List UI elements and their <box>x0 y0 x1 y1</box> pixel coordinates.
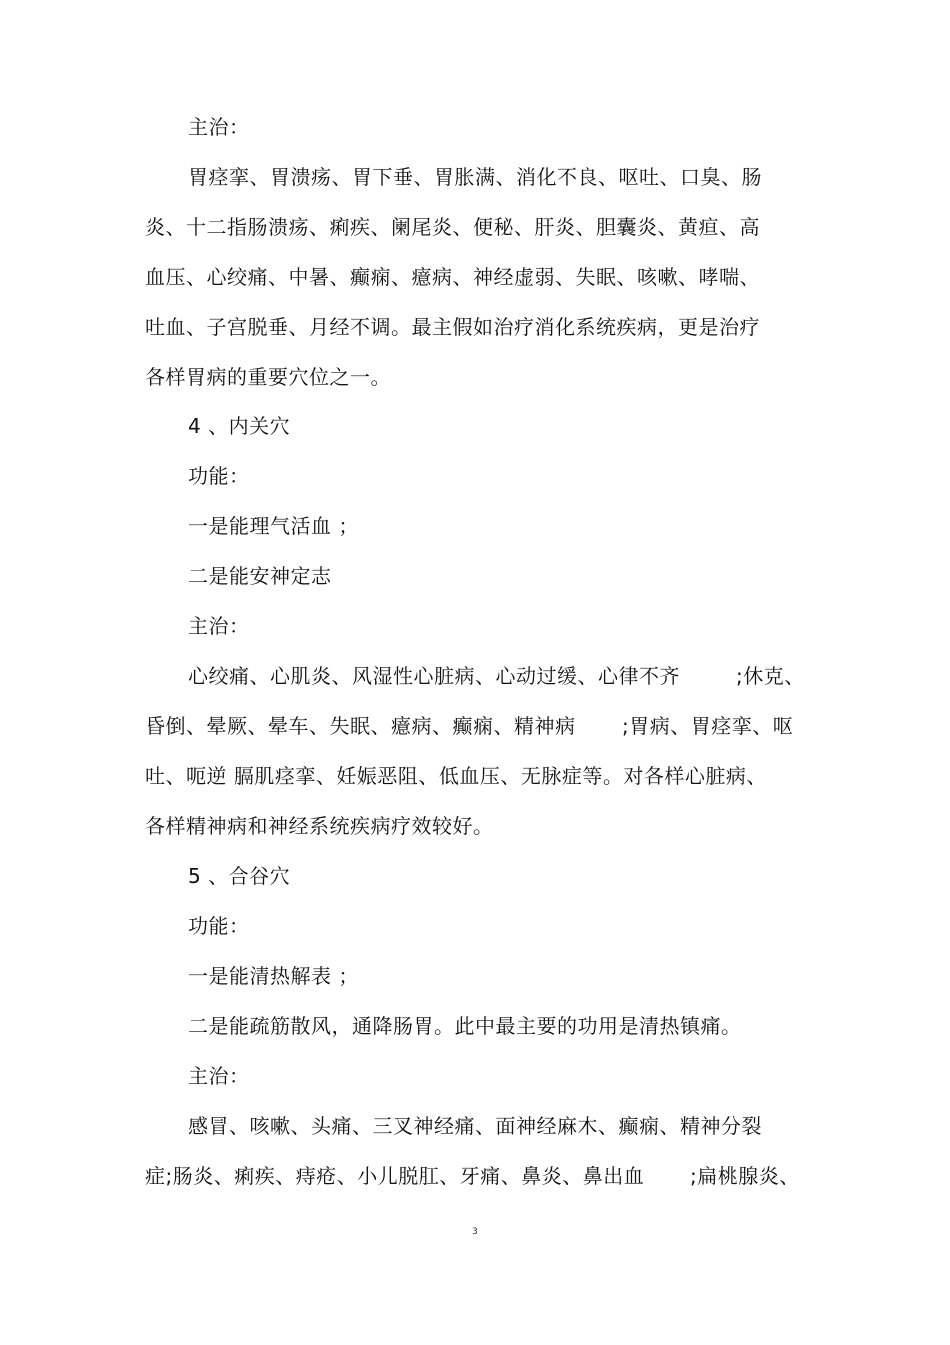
heading-zhuzhi-1: 主治： <box>188 115 250 139</box>
heading-gongneng-2: 功能： <box>188 914 250 938</box>
function-item: 二是能疏筋散风，通降肠胃。此中最主要的功用是清热镇痛。 <box>188 1014 742 1038</box>
function-item: 一是能理气活血 ； <box>188 514 359 538</box>
paragraph-line: 各样精神病和神经系统疾病疗效较好。 <box>145 814 494 838</box>
paragraph-line-fragment: ;胃病、胃痉挛、呕 <box>622 714 794 738</box>
section-heading-hegu: 5 、合谷穴 <box>188 864 291 888</box>
paragraph-line: 昏倒、晕厥、晕车、失眠、癔病、癫痫、精神病 <box>145 714 576 738</box>
paragraph-line-fragment: ;休克、 <box>736 664 805 688</box>
paragraph-line: 血压、心绞痛、中暑、癫痫、癔病、神经虚弱、失眠、咳嗽、哮喘、 <box>145 265 760 289</box>
paragraph-line: 感冒、咳嗽、头痛、三叉神经痛、面神经麻木、癫痫、精神分裂 <box>188 1114 762 1138</box>
heading-zhuzhi-3: 主治： <box>188 1064 250 1088</box>
paragraph-line: 症;肠炎、痢疾、痔疮、小儿脱肛、牙痛、鼻炎、鼻出血 <box>145 1164 645 1188</box>
paragraph-line: 心绞痛、心肌炎、风湿性心脏病、心动过缓、心律不齐 <box>188 664 680 688</box>
function-item: 一是能清热解表 ； <box>188 964 359 988</box>
paragraph-line: 炎、十二指肠溃疡、痢疾、阑尾炎、便秘、肝炎、胆囊炎、黄疸、高 <box>145 215 760 239</box>
paragraph-line: 吐血、子宫脱垂、月经不调。最主假如治疗消化系统疾病，更是治疗 <box>145 315 760 339</box>
paragraph-line: 吐、呃逆 膈肌痉挛、妊娠恶阻、低血压、无脉症等。对各样心脏病、 <box>145 764 767 788</box>
paragraph-line: 各样胃病的重要穴位之一。 <box>145 365 391 389</box>
page-number: 3 <box>472 1227 478 1237</box>
paragraph-line-fragment: ;扁桃腺炎、 <box>690 1164 800 1188</box>
section-heading-neiguan: 4 、内关穴 <box>188 414 291 438</box>
heading-gongneng-1: 功能： <box>188 464 250 488</box>
heading-zhuzhi-2: 主治： <box>188 614 250 638</box>
paragraph-line: 胃痉挛、胃溃疡、胃下垂、胃胀满、消化不良、呕吐、口臭、肠 <box>188 165 762 189</box>
function-item: 二是能安神定志 <box>188 564 332 588</box>
